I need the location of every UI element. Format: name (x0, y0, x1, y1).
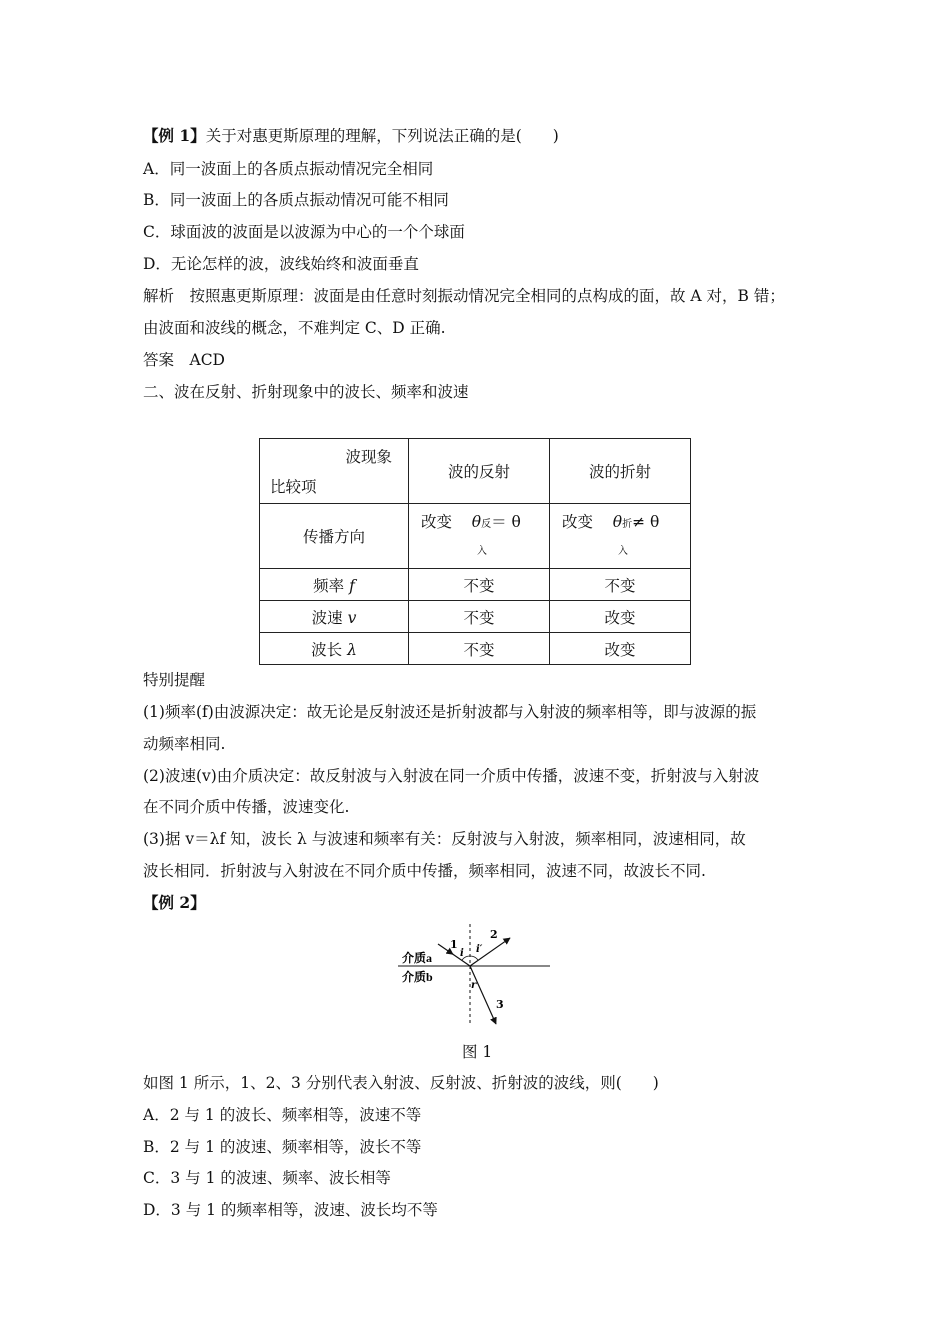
reflect-sub: 反 (481, 519, 492, 530)
header-phenomenon: 波现象 (345, 448, 392, 466)
refract-change: 改变 (562, 513, 594, 531)
medium-b-label: 介质b (402, 970, 433, 984)
example1-option-c: C．球面波的波面是以波源为中心的一个个球面 (143, 223, 465, 241)
row-reflect-value: 不变 (409, 633, 550, 665)
example1-analysis-line1: 解析 按照惠更斯原理：波面是由任意时刻振动情况完全相同的点构成的面，故 A 对，B 错； (143, 287, 785, 305)
direction-reflect-cell (409, 504, 550, 569)
row-reflect-value: 不变 (409, 601, 550, 633)
section-title: 二、波在反射、折射现象中的波长、频率和波速 (143, 383, 469, 401)
reflect-change: 改变 (421, 513, 453, 531)
direction-refract-cell (550, 504, 691, 569)
table-row (260, 601, 691, 633)
comparison-table (259, 438, 691, 665)
table-row (260, 504, 691, 569)
row-symbol: f (349, 576, 355, 595)
row-label: 频率 f (260, 569, 409, 601)
refract-theta: θ (612, 513, 623, 531)
direction-label: 传播方向 (260, 504, 409, 569)
ray3-label: 3 (496, 998, 504, 1011)
header-refraction: 波的折射 (550, 439, 691, 504)
reflect-theta: θ (471, 513, 482, 531)
example2-option-b: B．2 与 1 的波速、频率相等，波长不等 (143, 1138, 422, 1156)
figure-caption: 图 1 (462, 1043, 493, 1061)
example1-option-d: D．无论怎样的波，波线始终和波面垂直 (143, 255, 419, 273)
table-header-corner (260, 439, 409, 504)
reflect-relation: ＝ θ (491, 513, 521, 531)
example2-option-d: D．3 与 1 的频率相等，波速、波长均不等 (143, 1201, 438, 1219)
row-refract-value: 改变 (550, 601, 691, 633)
row-label: 波速 v (260, 601, 409, 633)
incident-arrow (452, 954, 453, 955)
example1-option-b: B．同一波面上的各质点振动情况可能不相同 (143, 191, 449, 209)
note1-line2: 动频率相同. (143, 735, 226, 753)
example2-tag: 【例 2】 (143, 893, 206, 912)
example2-option-a: A．2 与 1 的波长、频率相等，波速不等 (143, 1106, 422, 1124)
notes-title: 特别提醒 (143, 671, 206, 689)
note2-line1: (2)波速(v)由介质决定：故反射波与入射波在同一介质中传播，波速不变，折射波与入射波 (143, 767, 760, 785)
medium-a-label: 介质a (402, 951, 433, 965)
example1-option-a: A．同一波面上的各质点振动情况完全相同 (143, 160, 434, 178)
row-label: 波长 λ (260, 633, 409, 665)
example1-question (143, 126, 559, 146)
refract-sub2: 入 (618, 546, 628, 557)
example1-question-text: 关于对惠更斯原理的理解，下列说法正确的是( ) (205, 127, 559, 145)
refract-relation: ≠ θ (632, 513, 660, 531)
example1-tag: 【例 1】 (143, 126, 206, 145)
example2-question: 如图 1 所示，1、2、3 分别代表入射波、反射波、折射波的波线，则( ) (143, 1074, 659, 1092)
example1-answer: 答案 ACD (143, 351, 225, 369)
header-reflection: 波的反射 (409, 439, 550, 504)
row-refract-value: 改变 (550, 633, 691, 665)
header-item: 比较项 (270, 478, 317, 496)
reflect-sub2: 入 (477, 546, 487, 557)
table-header-row (260, 439, 691, 504)
note1-line1: (1)频率(f)由波源决定：故无论是反射波还是折射波都与入射波的频率相等，即与波源的振 (143, 703, 757, 721)
row-symbol: v (347, 608, 357, 627)
note2-line2: 在不同介质中传播，波速变化. (143, 798, 350, 816)
angle-i-prime-label: i′ (476, 944, 483, 955)
refracted-ray (470, 966, 496, 1024)
angle-i-label: i (460, 948, 464, 959)
refraction-figure (398, 924, 554, 1034)
note3-line1: (3)据 v＝λf 知，波长 λ 与波速和频率有关：反射波与入射波，频率相同，波速相同，故 (143, 830, 746, 848)
row-refract-value: 不变 (550, 569, 691, 601)
table-row (260, 633, 691, 665)
note3-line2: 波长相同．折射波与入射波在不同介质中传播，频率相同，波速不同，故波长不同. (143, 862, 706, 880)
example2-option-c: C．3 与 1 的波速、频率、波长相等 (143, 1169, 391, 1187)
angle-r-label: r (471, 980, 477, 991)
example1-analysis-line2: 由波面和波线的概念，不难判定 C、D 正确. (143, 319, 446, 337)
row-symbol: λ (347, 640, 357, 659)
refract-sub: 折 (622, 519, 633, 530)
row-reflect-value: 不变 (409, 569, 550, 601)
table-row (260, 569, 691, 601)
ray1-label: 1 (450, 938, 458, 951)
ray2-label: 2 (490, 928, 498, 941)
